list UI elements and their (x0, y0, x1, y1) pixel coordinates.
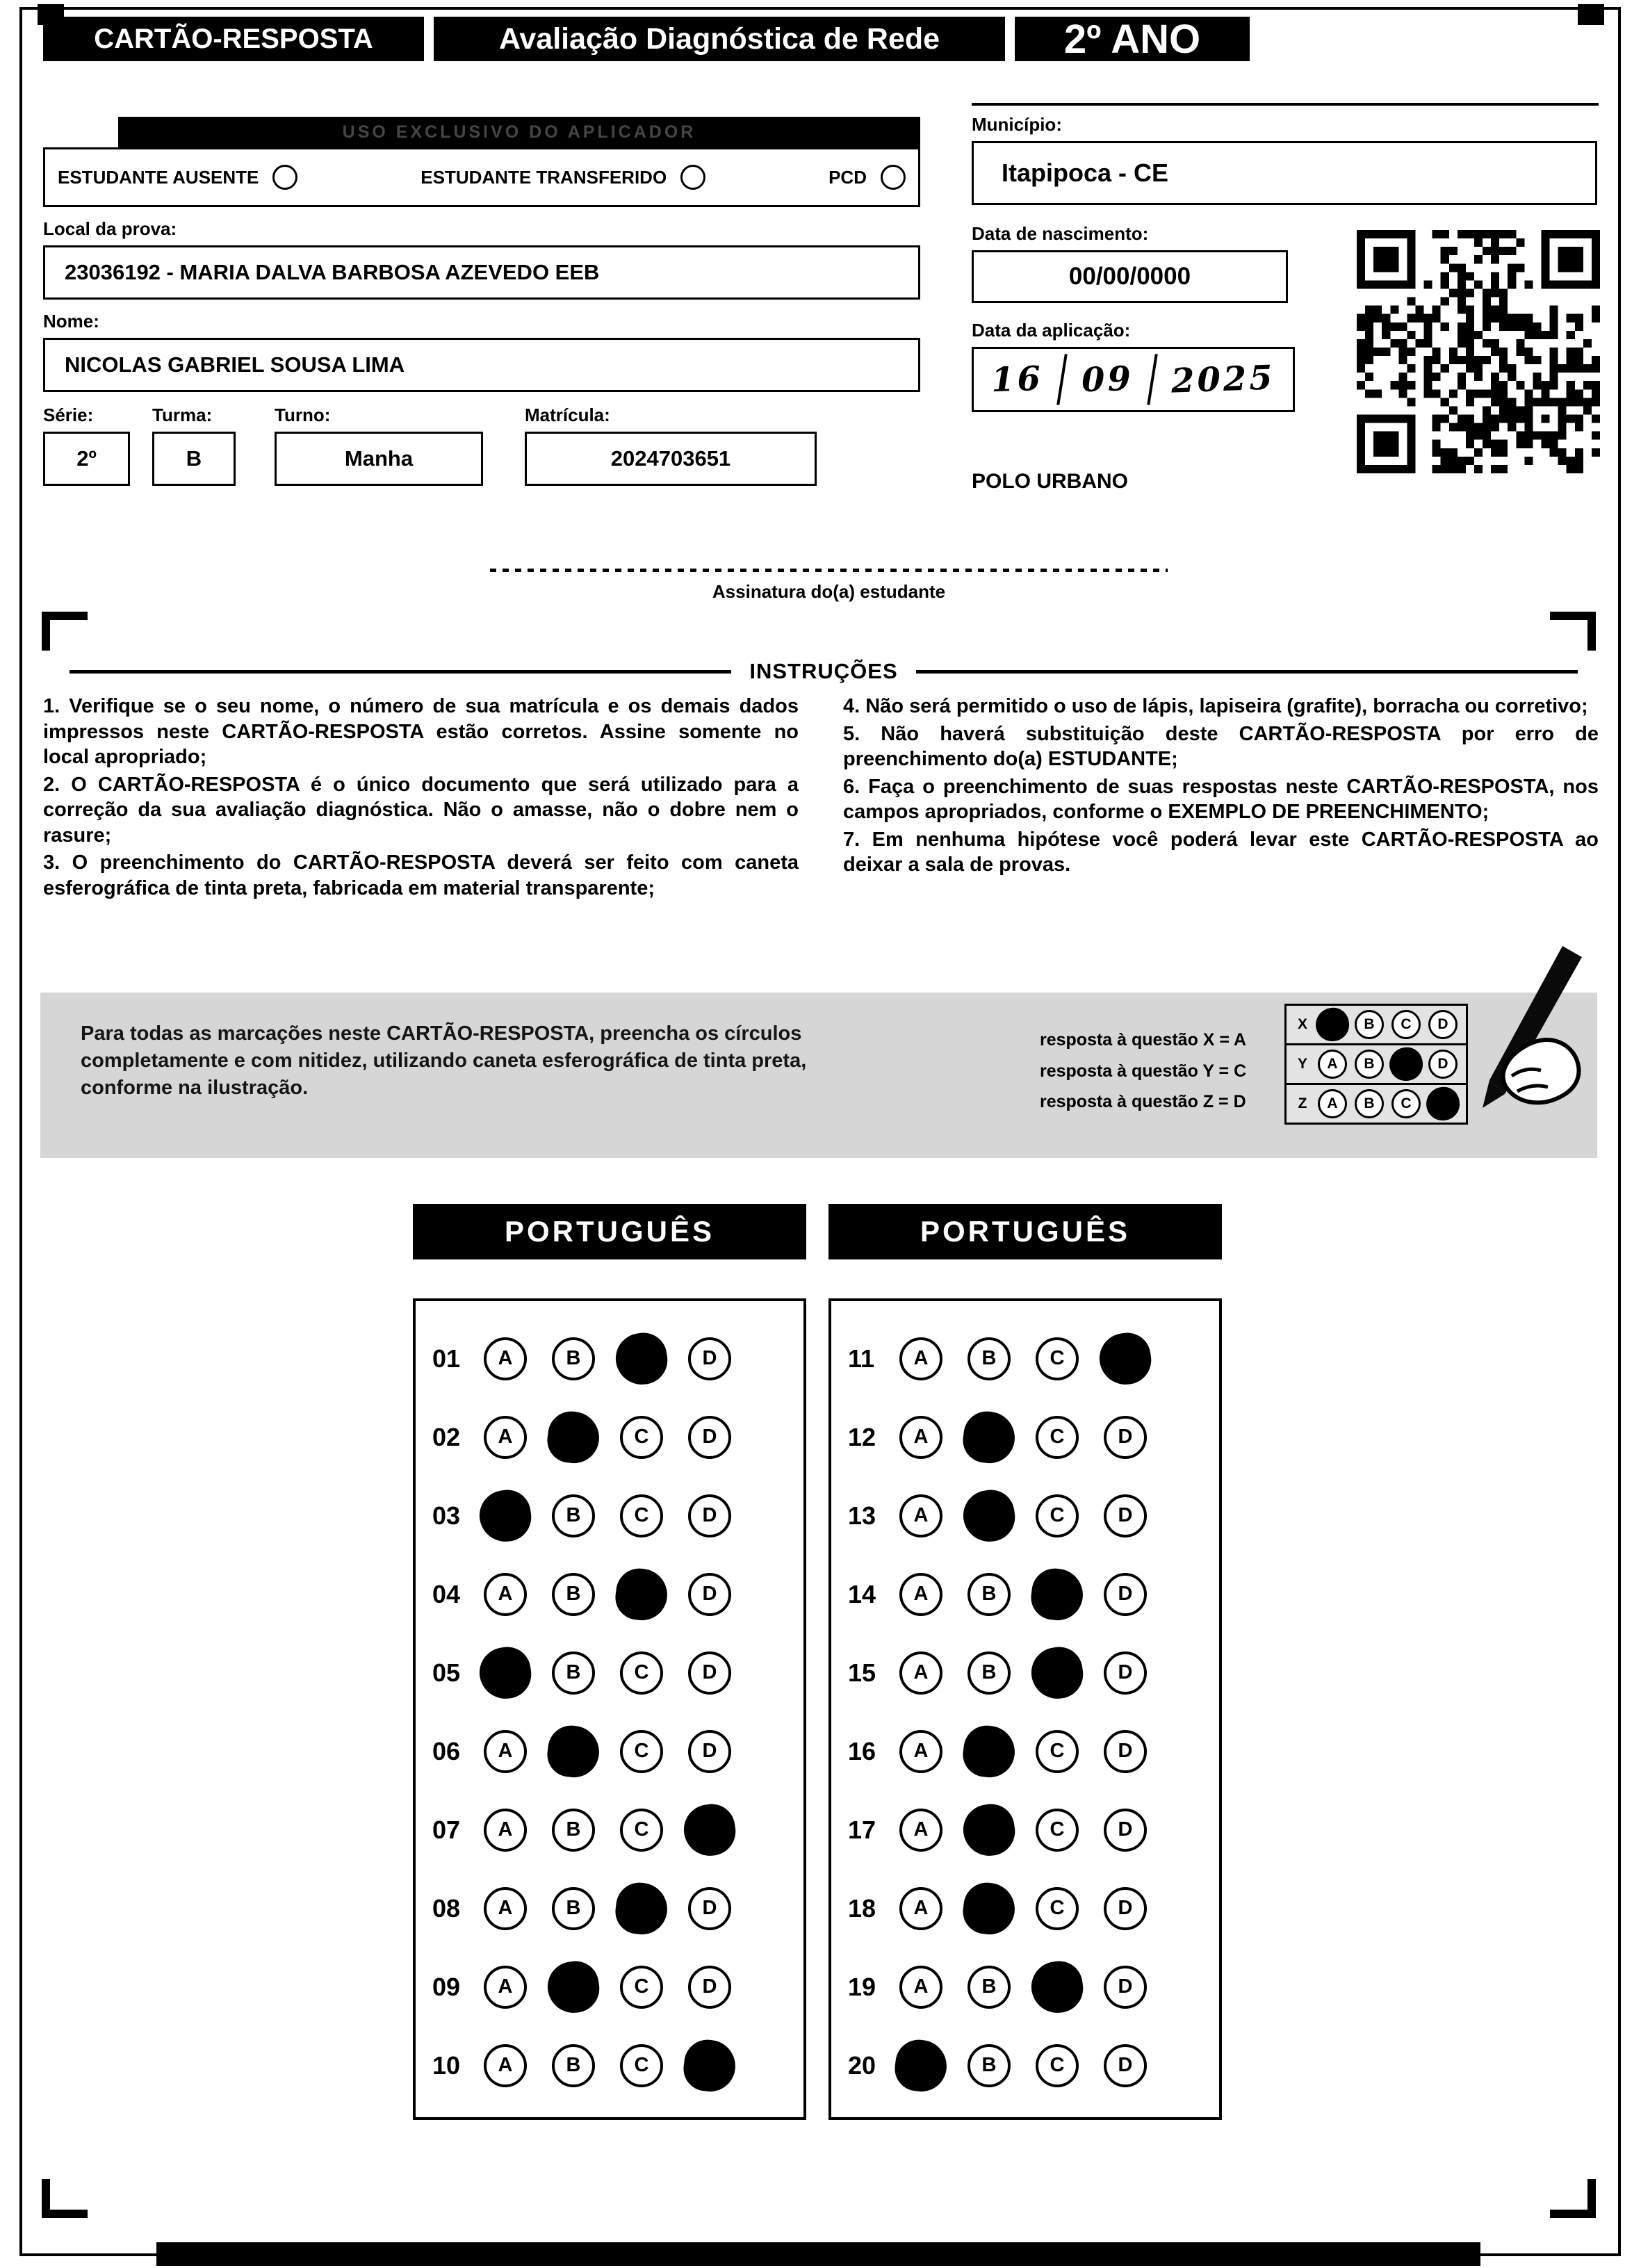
bubble-q02-C[interactable]: C (620, 1416, 663, 1459)
bubble-q06-C[interactable]: C (620, 1730, 663, 1773)
bubble-q03-B[interactable]: B (552, 1494, 595, 1537)
bubble-q01-D[interactable]: D (688, 1337, 731, 1380)
question-number: 06 (432, 1736, 461, 1765)
serie-field[interactable] (43, 432, 130, 486)
question-row (432, 1633, 803, 1712)
subject-header: PORTUGUÊS (828, 1204, 1222, 1259)
bubble-q20-C[interactable]: C (1036, 2044, 1079, 2087)
question-number: 15 (848, 1658, 876, 1687)
example-bubble-D: D (1428, 1010, 1458, 1039)
bubble-q20-A[interactable] (899, 2044, 942, 2087)
bubble-q10-C[interactable]: C (620, 2044, 663, 2087)
question-row (432, 1398, 803, 1476)
bubble-q13-B[interactable] (968, 1494, 1011, 1537)
instructions (43, 694, 1599, 903)
bubble-q08-B[interactable]: B (552, 1887, 595, 1930)
example-bubble-D: D (1428, 1050, 1458, 1079)
bubble-q08-D[interactable]: D (688, 1887, 731, 1930)
bubble-q12-B[interactable] (968, 1416, 1011, 1459)
answer-block (413, 1204, 806, 2120)
bubble-q07-B[interactable]: B (552, 1809, 595, 1852)
signature-label: Assinatura do(a) estudante (712, 581, 946, 602)
bubble-q10-B[interactable]: B (552, 2044, 595, 2087)
bubble-q19-B[interactable]: B (968, 1966, 1011, 2009)
local-label: Local da prova: (43, 218, 177, 239)
aplicacao-month: 09 (1080, 359, 1134, 400)
divider (70, 670, 731, 674)
bubble-q19-A[interactable]: A (899, 1966, 942, 2009)
question-row (848, 1319, 1219, 1398)
bubble-q06-D[interactable]: D (688, 1730, 731, 1773)
bubble-q15-B[interactable]: B (968, 1651, 1011, 1695)
bubble-q02-D[interactable]: D (688, 1416, 731, 1459)
instruction-item: 2. O CARTÃO-RESPOSTA é o único documento que será utilizado para a correção da sua avaliação diagnóstica. Não o amasse, não o dobre nem o rasure; (43, 773, 799, 847)
question-row (848, 1948, 1219, 2026)
instruction-item: 4. Não será permitido o uso de lápis, lapiseira (grafite), borracha ou corretivo; (843, 695, 1588, 717)
instructions-left (43, 694, 799, 903)
municipio-label: Município: (972, 114, 1062, 135)
applicator-option (421, 165, 705, 190)
bubble-q15-C[interactable] (1036, 1651, 1079, 1695)
local-value: 23036192 - MARIA DALVA BARBOSA AZEVEDO EEB (65, 260, 600, 284)
question-row (848, 1790, 1219, 1869)
bubble-q09-A[interactable]: A (484, 1966, 527, 2009)
turno-value: Manha (344, 446, 414, 471)
aplicacao-day: 16 (990, 359, 1045, 400)
question-number: 19 (848, 1972, 876, 2001)
bubble-q15-D[interactable]: D (1104, 1651, 1147, 1695)
bubble-q15-A[interactable]: A (899, 1651, 942, 1695)
aplicacao-field[interactable] (972, 347, 1295, 412)
bubble-q13-C[interactable]: C (1036, 1494, 1079, 1537)
legend-item: resposta à questão X = A (1040, 1030, 1247, 1050)
applicator-options (43, 147, 920, 207)
small-fields-row (43, 393, 920, 486)
left-form (43, 117, 920, 486)
bubble-q10-D[interactable] (688, 2044, 731, 2087)
answer-blocks (413, 1204, 1222, 2120)
applicator-option (58, 165, 297, 190)
example-bubble-B: B (1355, 1010, 1384, 1039)
aplicacao-label: Data da aplicação: (972, 320, 1131, 341)
question-row (848, 1398, 1219, 1476)
example-bubble-A: A (1318, 1050, 1347, 1079)
bubble-q06-B[interactable] (552, 1730, 595, 1773)
answer-grid (413, 1298, 806, 2120)
bubble-q19-D[interactable]: D (1104, 1966, 1147, 2009)
answer-grid (828, 1298, 1222, 2120)
nascimento-label: Data de nascimento: (972, 223, 1149, 244)
instructions-header (70, 659, 1578, 684)
bubble-q16-D[interactable]: D (1104, 1730, 1147, 1773)
bubble-q20-D[interactable]: D (1104, 2044, 1147, 2087)
municipio-value: Itapipoca - CE (1002, 158, 1169, 187)
example-row-label: X (1297, 1016, 1307, 1032)
bubble-q14-B[interactable]: B (968, 1573, 1011, 1616)
question-row (848, 1555, 1219, 1633)
matricula-group (525, 393, 817, 486)
subject-header: PORTUGUÊS (413, 1204, 806, 1259)
applicator-section-title: USO EXCLUSIVO DO APLICADOR (118, 117, 920, 147)
bubble-q08-A[interactable]: A (484, 1887, 527, 1930)
bubble-q02-A[interactable]: A (484, 1416, 527, 1459)
nome-label: Nome: (43, 311, 99, 332)
bubble-q07-A[interactable]: A (484, 1809, 527, 1852)
bottom-registration-bar (156, 2242, 1480, 2266)
question-number: 12 (848, 1422, 876, 1451)
bubble-q17-B[interactable] (968, 1809, 1011, 1852)
polo-label: POLO URBANO (972, 470, 1128, 493)
example-row-label: Y (1297, 1056, 1307, 1072)
example-bubble-A: A (1318, 1089, 1347, 1118)
bubble-q01-B[interactable]: B (552, 1337, 595, 1380)
question-number: 13 (848, 1501, 876, 1530)
question-number: 03 (432, 1501, 461, 1530)
question-row (432, 1476, 803, 1555)
header (43, 17, 1250, 61)
serie-label: Série: (43, 405, 94, 425)
question-row (432, 1319, 803, 1398)
marking-legend (1040, 1025, 1246, 1118)
bubble-q03-A[interactable] (484, 1494, 527, 1537)
applicator-option-label: PCD (828, 166, 867, 188)
option-bubble[interactable] (881, 165, 906, 190)
example-bubble-A (1318, 1010, 1347, 1039)
bubble-q11-D[interactable] (1104, 1337, 1147, 1380)
applicator-option (828, 165, 906, 190)
instruction-item: 6. Faça o preenchimento de suas respostas neste CARTÃO-RESPOSTA, nos campos apropriados, conforme o EXEMPLO DE PREENCHIMENTO; (843, 775, 1599, 824)
question-number: 07 (432, 1815, 461, 1844)
bubble-q09-C[interactable]: C (620, 1966, 663, 2009)
nascimento-value: 00/00/0000 (1068, 263, 1191, 290)
question-row (848, 1476, 1219, 1555)
bubble-q11-C[interactable]: C (1036, 1337, 1079, 1380)
answer-block (828, 1204, 1222, 2120)
bubble-q08-C[interactable] (620, 1887, 663, 1930)
bubble-q17-C[interactable]: C (1036, 1809, 1079, 1852)
bubble-q12-C[interactable]: C (1036, 1416, 1079, 1459)
bubble-q04-A[interactable]: A (484, 1573, 527, 1616)
local-field[interactable] (43, 245, 920, 300)
bubble-q10-A[interactable]: A (484, 2044, 527, 2087)
serie-value: 2º (76, 446, 97, 471)
card-title: CARTÃO-RESPOSTA (43, 17, 424, 61)
example-row-label: Z (1298, 1095, 1307, 1111)
bubble-q13-A[interactable]: A (899, 1494, 942, 1537)
bubble-q03-C[interactable]: C (620, 1494, 663, 1537)
nome-field[interactable] (43, 338, 920, 392)
turma-field[interactable] (152, 432, 236, 486)
scan-bracket-bottom-left (42, 2179, 88, 2218)
question-row (432, 1555, 803, 1633)
bubble-q17-D[interactable]: D (1104, 1809, 1147, 1852)
instruction-item: 7. Em nenhuma hipótese você poderá levar este CARTÃO-RESPOSTA ao deixar a sala de provas. (843, 828, 1599, 876)
grade-badge: 2º ANO (1015, 17, 1250, 61)
bubble-q01-C[interactable] (620, 1337, 663, 1380)
nome-value: NICOLAS GABRIEL SOUSA LIMA (65, 352, 405, 377)
bubble-q12-A[interactable]: A (899, 1416, 942, 1459)
bubble-q04-D[interactable]: D (688, 1573, 731, 1616)
question-row (848, 1712, 1219, 1790)
matricula-value: 2024703651 (610, 446, 731, 471)
option-bubble[interactable] (680, 165, 705, 190)
bubble-q06-A[interactable]: A (484, 1730, 527, 1773)
question-number: 18 (848, 1893, 876, 1923)
qr-code (1357, 229, 1600, 474)
turma-value: B (186, 446, 202, 471)
question-number: 11 (848, 1344, 875, 1373)
turno-group (275, 393, 483, 486)
question-number: 14 (848, 1579, 876, 1608)
question-number: 05 (432, 1658, 461, 1687)
bubble-q12-D[interactable]: D (1104, 1416, 1147, 1459)
question-row (432, 2026, 803, 2105)
scan-bracket-top-right (1550, 612, 1596, 651)
bubble-q05-B[interactable]: B (552, 1651, 595, 1695)
bubble-q18-C[interactable]: C (1036, 1887, 1079, 1930)
bubble-q14-A[interactable]: A (899, 1573, 942, 1616)
bubble-q16-C[interactable]: C (1036, 1730, 1079, 1773)
bubble-q05-D[interactable]: D (688, 1651, 731, 1695)
bubble-q01-A[interactable]: A (484, 1337, 527, 1380)
scan-bracket-bottom-right (1550, 2179, 1596, 2218)
bubble-q11-B[interactable]: B (968, 1337, 1011, 1380)
bubble-q18-B[interactable] (968, 1887, 1011, 1930)
example-bubble-B: B (1355, 1089, 1384, 1118)
applicator-option-label: ESTUDANTE AUSENTE (58, 166, 259, 188)
question-number: 09 (432, 1972, 461, 2001)
question-row (848, 1869, 1219, 1948)
instructions-right (843, 694, 1599, 903)
handwritten-divider (1147, 354, 1158, 405)
question-row (432, 1712, 803, 1790)
example-bubble-C (1391, 1050, 1421, 1079)
divider (972, 103, 1599, 106)
question-number: 08 (432, 1893, 461, 1923)
bubble-q13-D[interactable]: D (1104, 1494, 1147, 1537)
instruction-item: 3. O preenchimento do CARTÃO-RESPOSTA deverá ser feito com caneta esferográfica de tinta preta, fabricada em material transparente; (43, 851, 799, 899)
question-row (432, 1790, 803, 1869)
example-bubble-C: C (1391, 1089, 1421, 1118)
question-row (848, 2026, 1219, 2105)
bubble-q18-D[interactable]: D (1104, 1887, 1147, 1930)
bubble-q18-A[interactable]: A (899, 1887, 942, 1930)
bubble-q14-C[interactable] (1036, 1573, 1079, 1616)
bubble-q20-B[interactable]: B (968, 2044, 1011, 2087)
bubble-q16-B[interactable] (968, 1730, 1011, 1773)
question-number: 04 (432, 1579, 461, 1608)
municipio-field[interactable] (972, 141, 1597, 205)
question-number: 02 (432, 1422, 461, 1451)
instructions-title: INSTRUÇÕES (749, 659, 898, 683)
turno-field[interactable] (275, 432, 483, 486)
question-number: 10 (432, 2050, 461, 2080)
bubble-q04-B[interactable]: B (552, 1573, 595, 1616)
bubble-q09-D[interactable]: D (688, 1966, 731, 2009)
bubble-q11-A[interactable]: A (899, 1337, 942, 1380)
nascimento-field[interactable] (972, 250, 1288, 303)
bubble-q14-D[interactable]: D (1104, 1573, 1147, 1616)
matricula-label: Matrícula: (525, 405, 610, 425)
bubble-q03-D[interactable]: D (688, 1494, 731, 1537)
bubble-q07-C[interactable]: C (620, 1809, 663, 1852)
divider (916, 670, 1578, 674)
question-row (432, 1948, 803, 2026)
question-row (432, 1869, 803, 1948)
marking-text: Para todas as marcações neste CARTÃO-RESPOSTA, preencha os círculos completamente e com nitidez, utilizando caneta esferográfica de tinta preta, conforme na ilustração. (81, 1022, 807, 1100)
exam-title: Avaliação Diagnóstica de Rede (434, 17, 1005, 61)
question-number: 20 (848, 2050, 876, 2080)
turma-group (152, 393, 236, 486)
question-row (848, 1633, 1219, 1712)
applicator-option-label: ESTUDANTE TRANSFERIDO (421, 166, 667, 188)
instruction-item: 1. Verifique se o seu nome, o número de sua matrícula e os demais dados impressos neste CARTÃO-RESPOSTA estão corretos. Assine somente no local apropriado; (43, 695, 799, 769)
legend-item: resposta à questão Y = C (1040, 1061, 1247, 1081)
bubble-q02-B[interactable] (552, 1416, 595, 1459)
bubble-q07-D[interactable] (688, 1809, 731, 1852)
legend-item: resposta à questão Z = D (1040, 1092, 1246, 1111)
bubble-q05-A[interactable] (484, 1651, 527, 1695)
question-number: 17 (848, 1815, 876, 1844)
example-bubble-C: C (1391, 1010, 1421, 1039)
question-number: 16 (848, 1736, 876, 1765)
scan-bracket-top-left (42, 612, 88, 651)
serie-group (43, 393, 130, 486)
turma-label: Turma: (152, 405, 213, 425)
handwritten-divider (1057, 354, 1068, 405)
bubble-q16-A[interactable]: A (899, 1730, 942, 1773)
bubble-q09-B[interactable] (552, 1966, 595, 2009)
signature-line[interactable] (490, 569, 1168, 572)
matricula-field[interactable] (525, 432, 817, 486)
aplicacao-year: 2025 (1170, 358, 1276, 401)
hand-pen-illustration (1420, 943, 1594, 1151)
turno-label: Turno: (275, 405, 331, 425)
instruction-item: 5. Não haverá substituição deste CARTÃO-RESPOSTA por erro de preenchimento do(a) ESTUDANTE; (843, 722, 1599, 771)
example-bubble-B: B (1355, 1050, 1384, 1079)
bubble-q17-A[interactable]: A (899, 1809, 942, 1852)
marking-instructions-box (40, 993, 1597, 1158)
bubble-q04-C[interactable] (620, 1573, 663, 1616)
option-bubble[interactable] (272, 165, 297, 190)
bubble-q19-C[interactable] (1036, 1966, 1079, 2009)
question-number: 01 (432, 1344, 461, 1373)
bubble-q05-C[interactable]: C (620, 1651, 663, 1695)
